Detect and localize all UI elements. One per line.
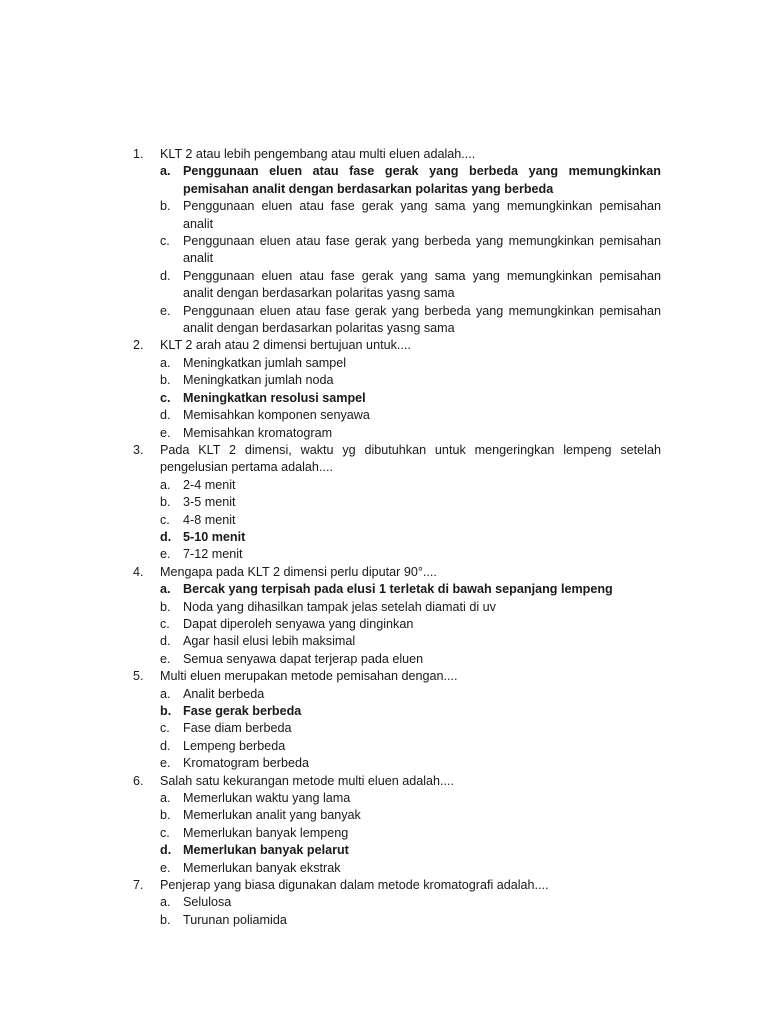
option-a — [160, 894, 661, 911]
option-c — [160, 512, 661, 529]
option-text: Memerlukan banyak pelarut — [183, 843, 349, 858]
option-letter: a. — [160, 164, 171, 179]
option-letter: e. — [160, 756, 171, 771]
option-letter: a. — [160, 895, 171, 910]
option-text: Memerlukan analit yang banyak — [183, 808, 361, 823]
question-text: Multi eluen merupakan metode pemisahan dengan.... — [160, 669, 458, 684]
question-number: 6. — [133, 773, 144, 788]
option-letter: c. — [160, 616, 170, 631]
option-list — [160, 894, 661, 929]
option-text: Semua senyawa dapat terjerap pada eluen — [183, 651, 424, 666]
option-d — [160, 529, 661, 546]
question-text: KLT 2 atau lebih pengembang atau multi eluen adalah.... — [160, 147, 476, 161]
option-letter: d. — [160, 268, 171, 283]
option-list — [160, 686, 661, 773]
option-d — [160, 268, 661, 303]
option-list — [160, 790, 661, 877]
option-a — [160, 581, 661, 598]
option-text: Kromatogram berbeda — [183, 756, 310, 771]
option-e — [160, 303, 661, 338]
option-text: Penggunaan eluen atau fase gerak yang berbeda yang memungkinkan pemisahan analit dengan berdasarkan polaritas yang berbeda — [183, 164, 661, 196]
option-list — [160, 355, 661, 442]
option-letter: e. — [160, 303, 171, 318]
option-letter: a. — [160, 582, 171, 597]
option-text: Penggunaan eluen atau fase gerak yang sama yang memungkinkan pemisahan analit — [183, 199, 661, 231]
option-text: Memisahkan kromatogram — [183, 425, 333, 440]
option-c — [160, 233, 661, 268]
option-e — [160, 860, 661, 877]
option-list — [160, 163, 661, 337]
option-d — [160, 407, 661, 424]
option-text: Analit berbeda — [183, 686, 265, 701]
option-letter: a. — [160, 686, 171, 701]
option-text: 4-8 menit — [183, 512, 236, 527]
option-a — [160, 477, 661, 494]
question-text: Mengapa pada KLT 2 dimensi perlu diputar 90°.... — [160, 564, 437, 579]
option-letter: b. — [160, 704, 172, 718]
option-text: Memerlukan banyak ekstrak — [183, 860, 341, 875]
question-5 — [133, 668, 661, 772]
option-letter: e. — [160, 860, 171, 875]
option-text: 5-10 menit — [183, 529, 246, 544]
option-letter: a. — [160, 477, 171, 492]
option-letter: d. — [160, 529, 172, 544]
option-letter: e. — [160, 651, 171, 666]
option-letter: b. — [160, 599, 171, 614]
question-4 — [133, 564, 661, 668]
option-text: Fase diam berbeda — [183, 721, 292, 736]
option-text: Meningkatkan resolusi sampel — [183, 390, 366, 405]
option-b — [160, 372, 661, 389]
option-letter: d. — [160, 634, 171, 649]
option-text: Meningkatkan jumlah noda — [183, 373, 334, 388]
option-e — [160, 651, 661, 668]
option-b — [160, 807, 661, 824]
option-b — [160, 912, 661, 929]
question-3 — [133, 442, 661, 564]
option-b — [160, 703, 661, 720]
option-d — [160, 633, 661, 650]
option-letter: c. — [160, 234, 170, 249]
option-letter: c. — [160, 825, 170, 840]
option-letter: a. — [160, 791, 171, 806]
option-letter: d. — [160, 408, 171, 423]
question-list — [133, 146, 661, 929]
option-c — [160, 720, 661, 737]
option-letter: d. — [160, 738, 171, 753]
option-d — [160, 738, 661, 755]
option-text: Selulosa — [183, 895, 232, 910]
question-1 — [133, 146, 661, 337]
option-d — [160, 842, 661, 859]
question-text: Pada KLT 2 dimensi, waktu yg dibutuhkan untuk mengeringkan lempeng setelah pengelusian pertama adalah.... — [160, 442, 661, 475]
option-text: Bercak yang terpisah pada elusi 1 terletak di bawah sepanjang lempeng — [183, 582, 613, 597]
option-letter: a. — [160, 355, 171, 370]
option-e — [160, 546, 661, 563]
option-letter: c. — [160, 390, 171, 405]
option-list — [160, 477, 661, 564]
option-letter: b. — [160, 808, 171, 823]
question-number: 1. — [133, 147, 144, 161]
question-text: Penjerap yang biasa digunakan dalam metode kromatografi adalah.... — [160, 878, 549, 893]
option-letter: c. — [160, 512, 170, 527]
option-text: Memerlukan waktu yang lama — [183, 791, 351, 806]
option-b — [160, 599, 661, 616]
question-number: 3. — [133, 442, 144, 457]
option-c — [160, 390, 661, 407]
option-a — [160, 686, 661, 703]
question-number: 5. — [133, 669, 144, 684]
option-text: Meningkatkan jumlah sampel — [183, 355, 347, 370]
option-text: 2-4 menit — [183, 477, 236, 492]
question-7 — [133, 877, 661, 929]
option-a — [160, 163, 661, 198]
option-text: 7-12 menit — [183, 547, 243, 562]
option-a — [160, 790, 661, 807]
option-text: 3-5 menit — [183, 495, 236, 510]
option-letter: b. — [160, 373, 171, 388]
question-text: Salah satu kekurangan metode multi eluen adalah.... — [160, 773, 455, 788]
option-text: Agar hasil elusi lebih maksimal — [183, 634, 356, 649]
option-letter: b. — [160, 199, 171, 214]
question-6 — [133, 773, 661, 877]
question-text: KLT 2 arah atau 2 dimensi bertujuan untuk.... — [160, 338, 411, 353]
question-number: 7. — [133, 878, 144, 893]
option-letter: e. — [160, 547, 171, 562]
option-text: Penggunaan eluen atau fase gerak yang berbeda yang memungkinkan pemisahan analit — [183, 234, 661, 266]
option-letter: d. — [160, 843, 172, 858]
option-text: Penggunaan eluen atau fase gerak yang berbeda yang memungkinkan pemisahan analit dengan berdasarkan polaritas yasng sama — [183, 303, 661, 336]
option-b — [160, 494, 661, 511]
option-letter: b. — [160, 495, 171, 510]
question-2 — [133, 337, 661, 441]
option-list — [160, 581, 661, 668]
option-text: Noda yang dihasilkan tampak jelas setelah diamati di uv — [183, 599, 496, 614]
option-text: Dapat diperoleh senyawa yang dinginkan — [183, 616, 414, 631]
option-e — [160, 755, 661, 772]
question-number: 4. — [133, 564, 144, 579]
option-c — [160, 825, 661, 842]
option-text: Turunan poliamida — [183, 912, 287, 927]
option-c — [160, 616, 661, 633]
option-letter: b. — [160, 912, 171, 927]
option-text: Fase gerak berbeda — [183, 704, 302, 718]
option-text: Memisahkan komponen senyawa — [183, 408, 370, 423]
option-text: Penggunaan eluen atau fase gerak yang sama yang memungkinkan pemisahan analit dengan berdasarkan polaritas yasng sama — [183, 268, 661, 301]
option-text: Memerlukan banyak lempeng — [183, 825, 349, 840]
option-text: Lempeng berbeda — [183, 738, 286, 753]
question-number: 2. — [133, 338, 144, 353]
option-b — [160, 198, 661, 233]
option-letter: e. — [160, 425, 171, 440]
option-e — [160, 425, 661, 442]
option-letter: c. — [160, 721, 170, 736]
option-a — [160, 355, 661, 372]
